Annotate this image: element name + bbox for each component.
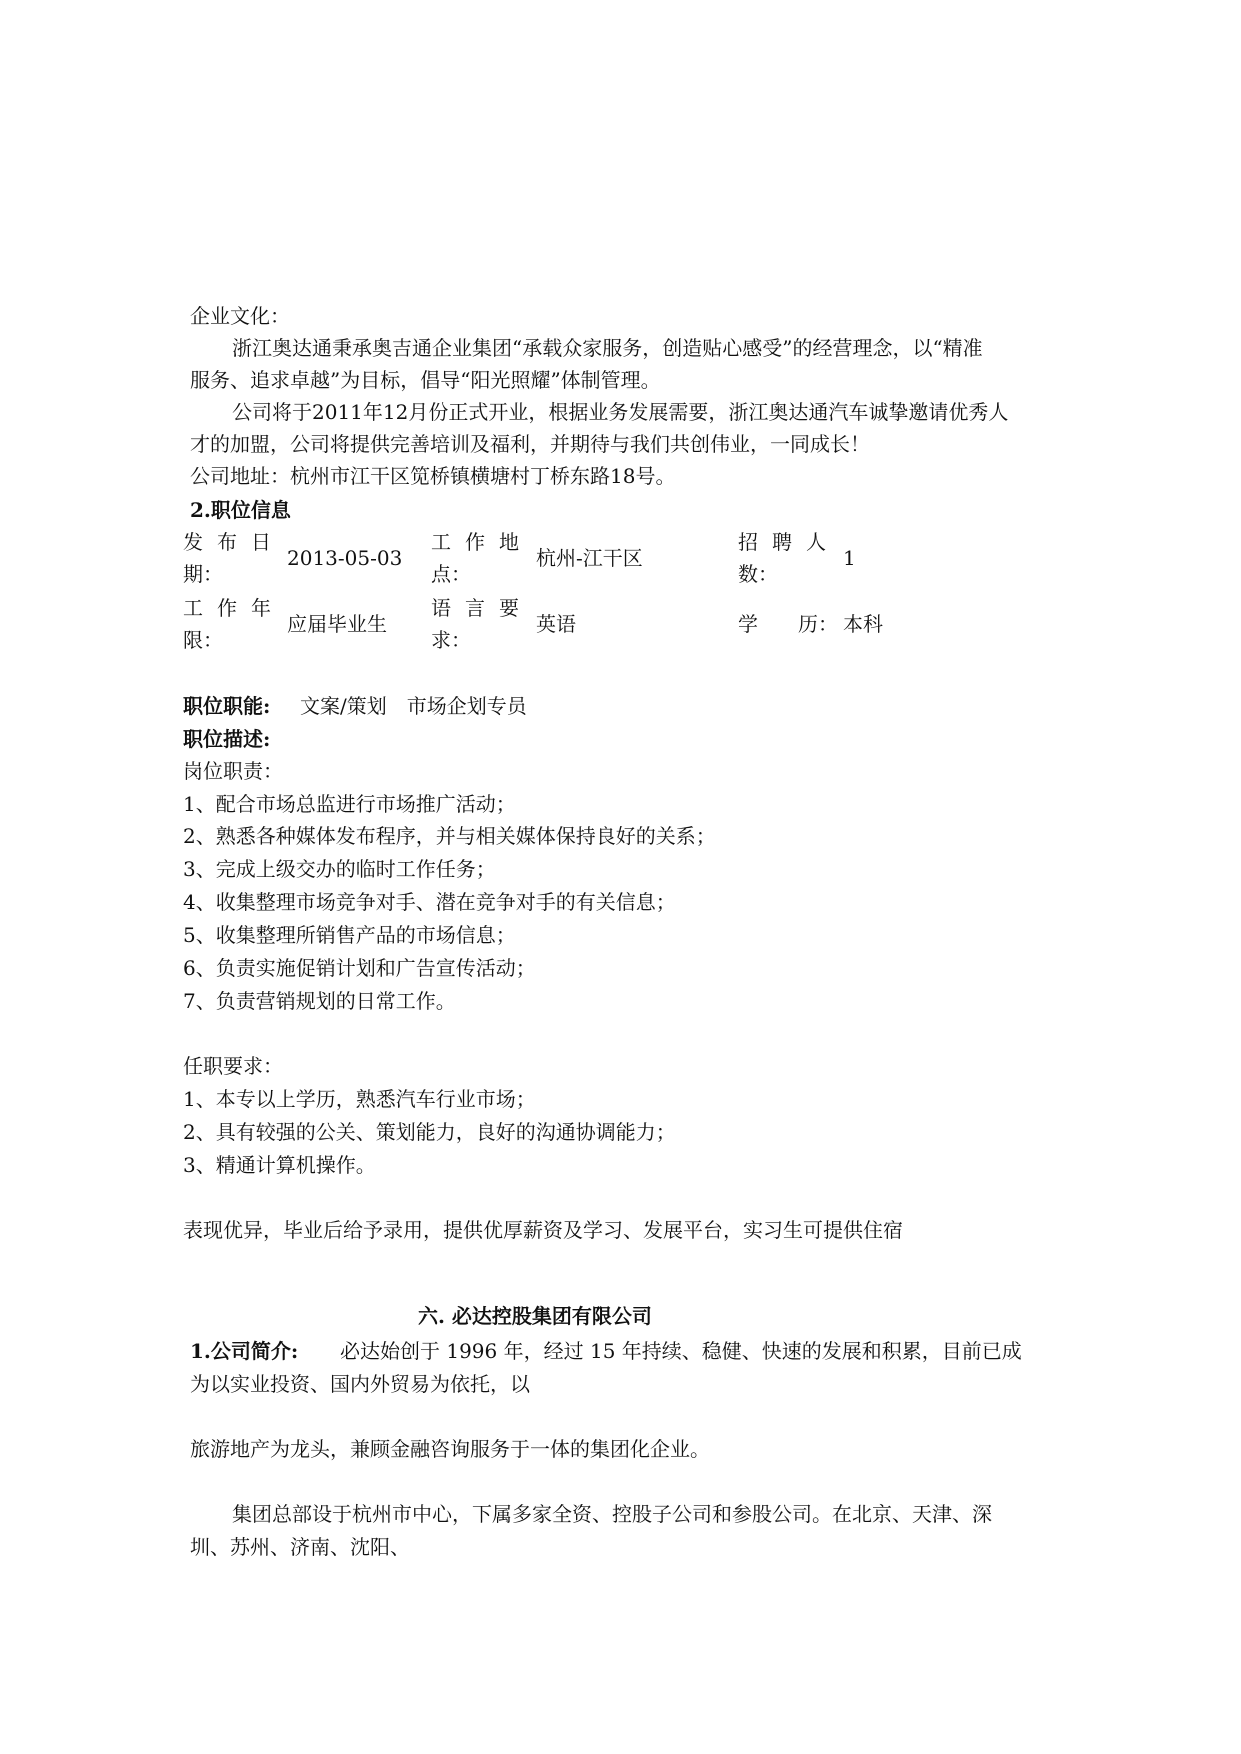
culture-heading: 企业文化： xyxy=(190,304,290,328)
work-location-label-line2: 点： xyxy=(431,562,471,586)
list-item: 1、配合市场总监进行市场推广活动； xyxy=(183,792,516,816)
duties-heading: 岗位职责： xyxy=(183,759,283,783)
work-years-label-line2: 限： xyxy=(183,628,223,652)
headcount-label-line1: 招聘人 xyxy=(738,530,840,554)
list-item: 6、负责实施促销计划和广告宣传活动； xyxy=(183,956,536,980)
company-intro-line3: 旅游地产为龙头，兼顾金融咨询服务于一体的集团化企业。 xyxy=(190,1437,710,1461)
education-value: 本科 xyxy=(843,612,883,636)
publish-date-value: 2013-05-03 xyxy=(287,546,403,570)
list-item: 4、收集整理市场竞争对手、潜在竞争对手的有关信息； xyxy=(183,890,676,914)
company-intro-label: 1.公司简介: xyxy=(190,1339,299,1363)
job-description-label: 职位描述: xyxy=(183,727,271,751)
list-item: 3、完成上级交办的临时工作任务； xyxy=(183,857,496,881)
language-label-line1: 语言要 xyxy=(431,596,533,620)
language-value: 英语 xyxy=(536,612,576,636)
company-address: 公司地址：杭州市江干区笕桥镇横塘村丁桥东路18号。 xyxy=(190,464,676,488)
requirements-heading: 任职要求： xyxy=(183,1054,283,1078)
list-item: 7、负责营销规划的日常工作。 xyxy=(183,989,456,1013)
publish-date-label-line2: 期： xyxy=(183,562,223,586)
list-item: 2、熟悉各种媒体发布程序，并与相关媒体保持良好的关系； xyxy=(183,824,716,848)
list-item: 1、本专以上学历，熟悉汽车行业市场； xyxy=(183,1087,536,1111)
culture-para1-line1: 浙江奥达通秉承奥吉通企业集团“承载众家服务，创造贴心感受”的经营理念，以“精准 xyxy=(232,336,983,360)
list-item: 2、具有较强的公关、策划能力，良好的沟通协调能力； xyxy=(183,1120,676,1144)
company-intro-line2: 为以实业投资、国内外贸易为依托，以 xyxy=(190,1372,530,1396)
employment-note: 表现优异，毕业后给予录用，提供优厚薪资及学习、发展平台，实习生可提供住宿 xyxy=(183,1218,903,1242)
section-title: 六. 必达控股集团有限公司 xyxy=(418,1304,652,1328)
work-years-value: 应届毕业生 xyxy=(287,612,387,636)
headcount-value: 1 xyxy=(843,546,856,570)
culture-para2-line2: 才的加盟，公司将提供完善培训及福利，并期待与我们共创伟业，一同成长！ xyxy=(190,432,870,456)
company-para2-line2: 圳、苏州、济南、沈阳、 xyxy=(190,1535,410,1559)
education-label: 学 历： xyxy=(738,612,838,636)
job-function-value: 文案/策划 市场企划专员 xyxy=(300,694,527,718)
language-label-line2: 求： xyxy=(431,628,471,652)
list-item: 5、收集整理所销售产品的市场信息； xyxy=(183,923,516,947)
company-para2-line1: 集团总部设于杭州市中心，下属多家全资、控股子公司和参股公司。在北京、天津、深 xyxy=(232,1502,992,1526)
work-years-label-line1: 工作年 xyxy=(183,596,285,620)
culture-para2-line1: 公司将于2011年12月份正式开业，根据业务发展需要，浙江奥达通汽车诚挚邀请优秀人 xyxy=(232,400,1009,424)
publish-date-label-line1: 发布日 xyxy=(183,530,285,554)
job-info-heading: 2.职位信息 xyxy=(190,498,291,522)
headcount-label-line2: 数： xyxy=(738,562,778,586)
list-item: 3、精通计算机操作。 xyxy=(183,1153,376,1177)
company-intro-line1: 必达始创于 1996 年，经过 15 年持续、稳健、快速的发展和积累，目前已成 xyxy=(340,1339,1022,1363)
work-location-label-line1: 工作地 xyxy=(431,530,533,554)
culture-para1-line2: 服务、追求卓越”为目标，倡导“阳光照耀”体制管理。 xyxy=(190,368,661,392)
job-function-label: 职位职能: xyxy=(183,694,271,718)
work-location-value: 杭州-江干区 xyxy=(536,546,643,570)
